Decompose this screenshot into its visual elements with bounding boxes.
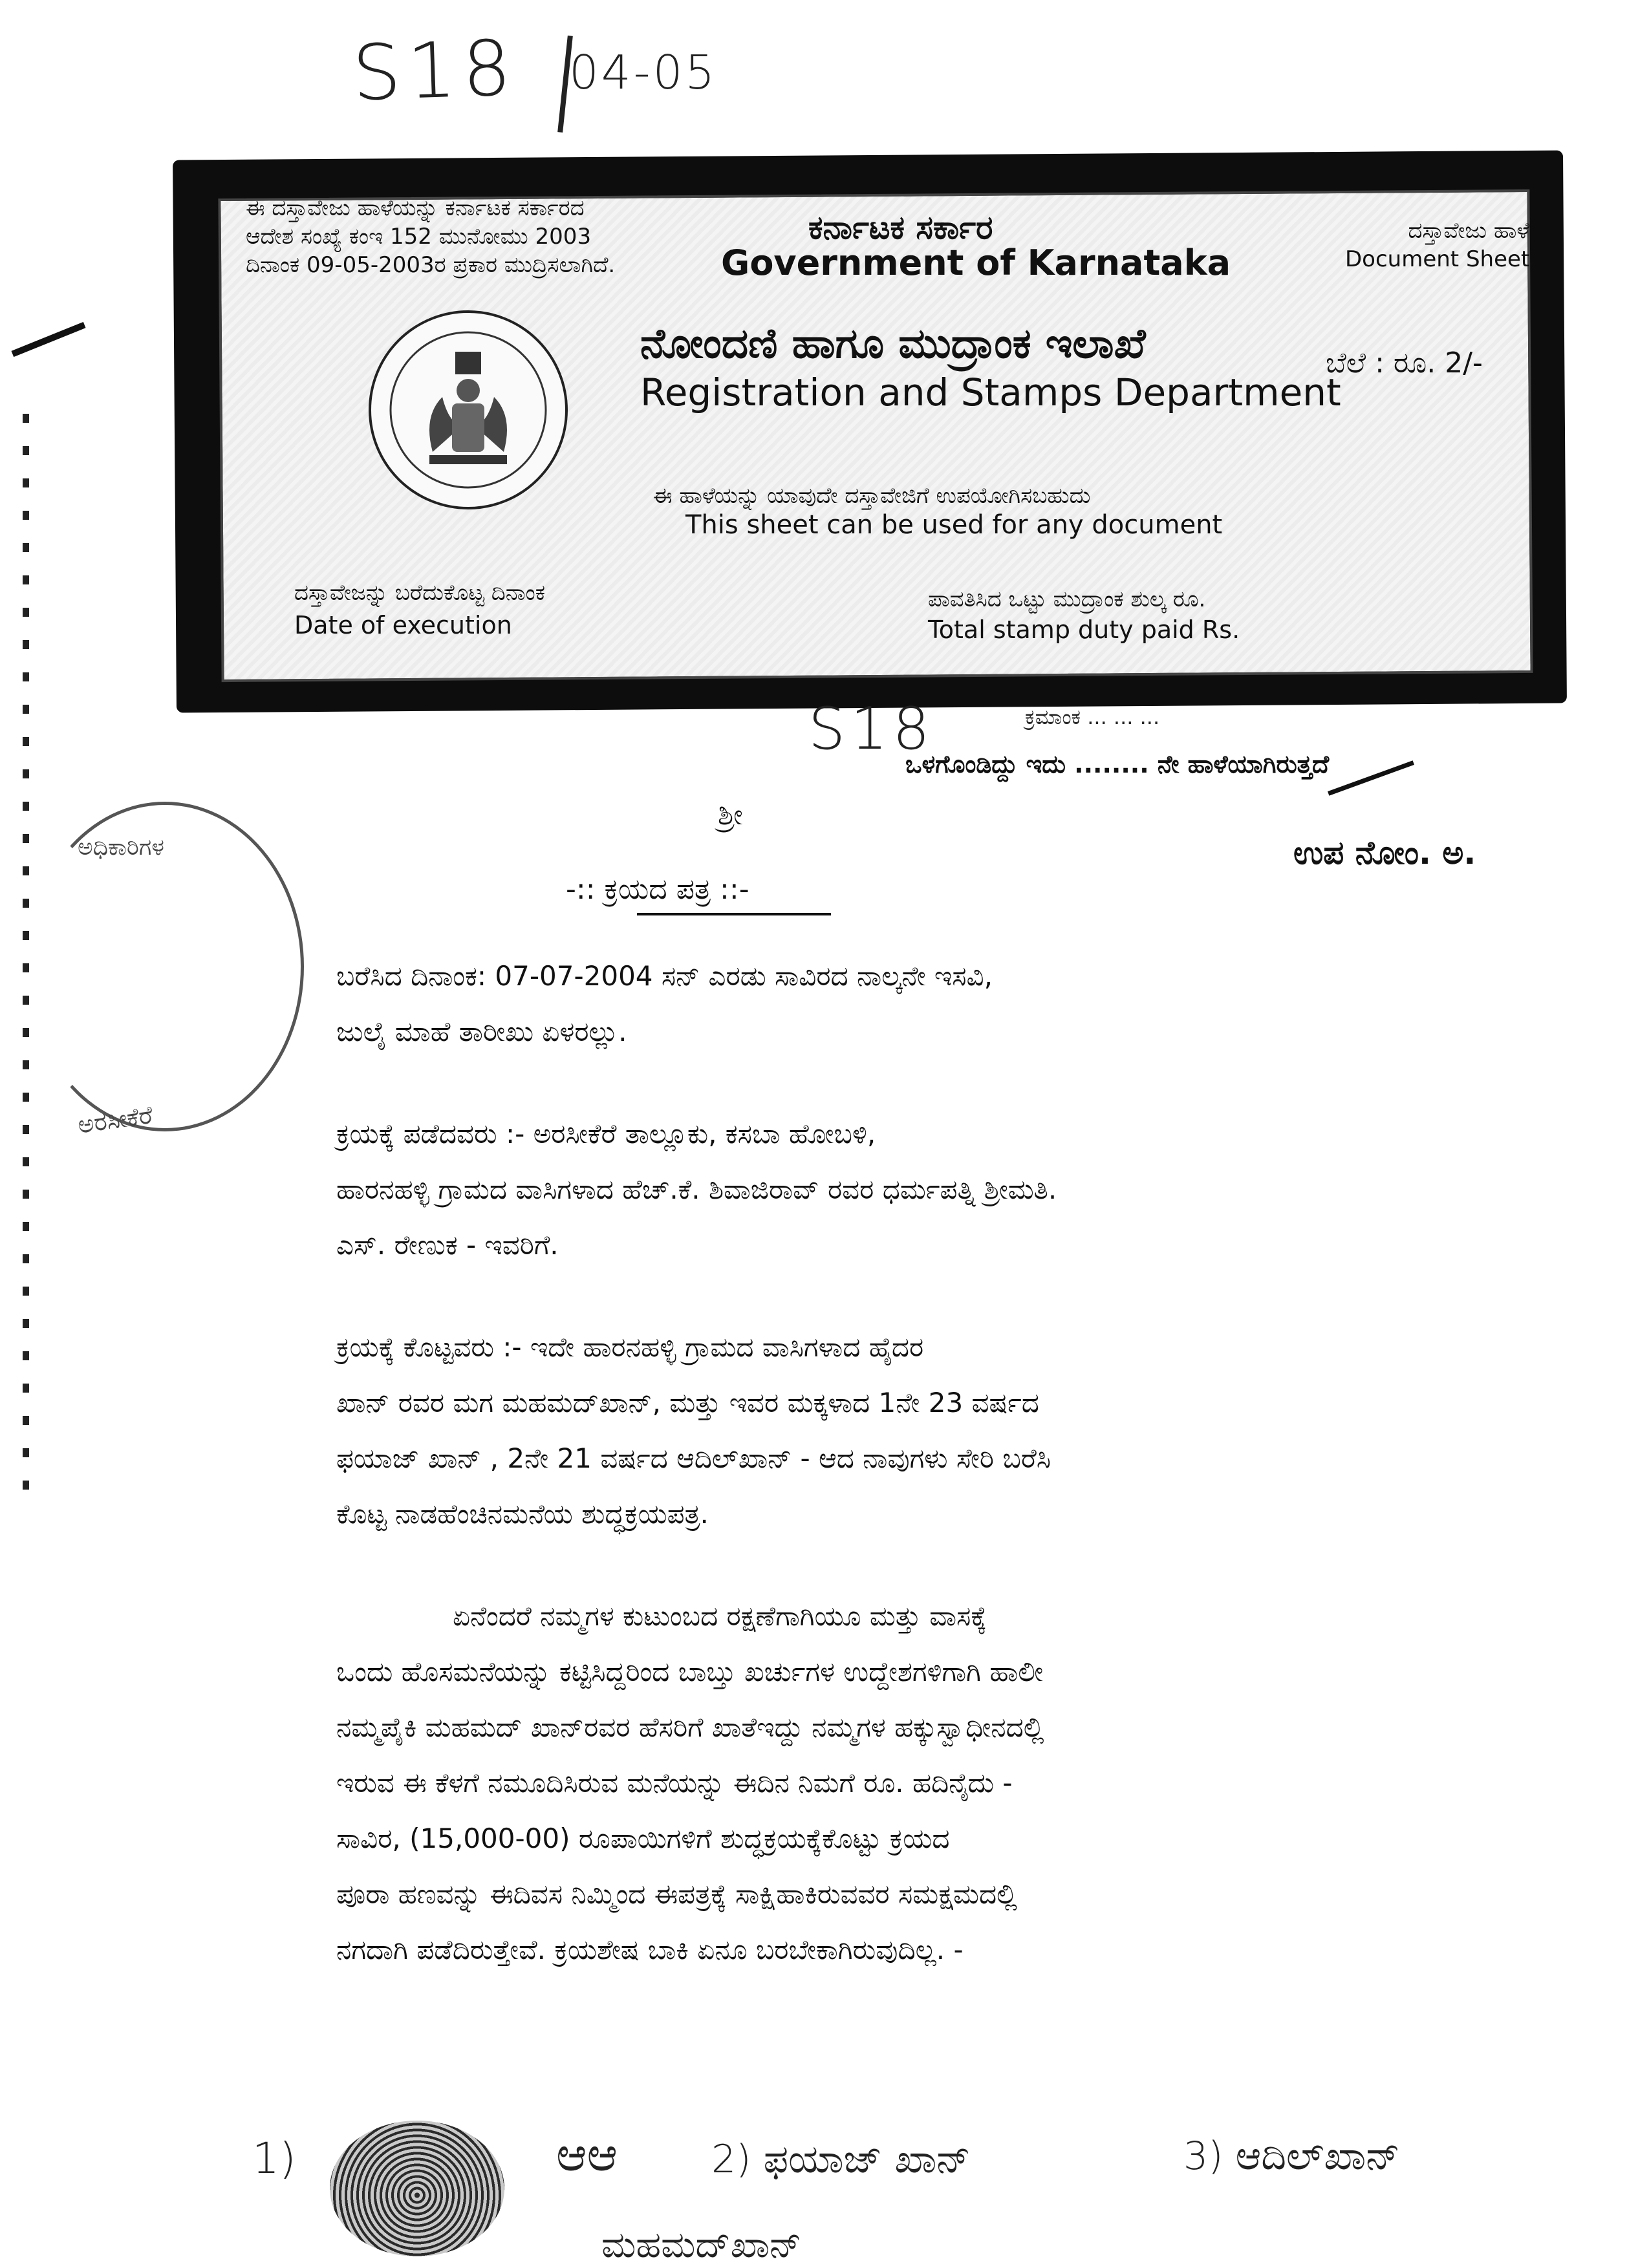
edge-mark — [23, 1287, 29, 1296]
government-name-kannada: ಕರ್ನಾಟಕ ಸರ್ಕಾರ — [808, 209, 993, 246]
edge-mark — [23, 543, 29, 552]
edge-mark — [23, 899, 29, 908]
deed-line: ನಗದಾಗಿ ಪಡೆದಿರುತ್ತೇವೆ. ಕ್ರಯಶೇಷ ಬಾಕಿ ಏನೂ ಬರಬೇಕಾಗಿರುವುದಿಲ್ಲ. - — [336, 1934, 964, 1965]
deed-body — [336, 960, 1436, 1989]
document-sheet-english: Document Sheet — [1345, 246, 1530, 272]
handwritten-reference-sub: 04-05 — [569, 45, 718, 100]
edge-mark — [23, 446, 29, 455]
margin-mark — [11, 322, 85, 357]
execution-date-label-english: Date of execution — [294, 611, 512, 639]
deed-line: ಏನೆಂದರೆ ನಮ್ಮಗಳ ಕುಟುಂಬದ ರಕ್ಷಣೆಗಾಗಿಯೂ ಮತ್ತು ವಾಸಕ್ಕೆ — [453, 1600, 987, 1632]
edge-mark — [23, 1060, 29, 1069]
edge-mark — [23, 1028, 29, 1037]
order-line: ದಿನಾಂಕ 09-05-2003ರ ಪ್ರಕಾರ ಮುದ್ರಿಸಲಾಗಿದೆ. — [246, 252, 616, 278]
deed-line — [336, 1071, 1436, 1091]
deed-line: ಕ್ರಯಕ್ಕೆ ಕೊಟ್ಟವರು :- ಇದೇ ಹಾರನಹಳ್ಳಿ ಗ್ರಾಮದ ವಾಸಿಗಳಾದ ಹೈದರ — [336, 1331, 924, 1363]
deed-line: ಜುಲೈ ಮಾಹೆ ತಾರೀಖು ಏಳರಲ್ಲು. — [336, 1016, 627, 1047]
signature-1: ಆಆ — [556, 2127, 618, 2181]
edge-mark — [23, 1125, 29, 1134]
emblem-icon — [371, 313, 565, 507]
edge-mark — [23, 511, 29, 520]
usage-note-kannada: ಈ ಹಾಳೆಯನ್ನು ಯಾವುದೇ ದಸ್ತಾವೇಜಿಗೆ ಉಪಯೋಗಿಸಬಹುದು — [653, 483, 1091, 509]
stamp-duty-label-english: Total stamp duty paid Rs. — [928, 615, 1240, 644]
edge-mark — [23, 672, 29, 681]
title-underline — [637, 913, 831, 915]
endorsement-mark — [1328, 760, 1414, 795]
order-line: ಈ ದಸ್ತಾವೇಜು ಹಾಳೆಯನ್ನು ಕರ್ನಾಟಕ ಸರ್ಕಾರದ — [246, 195, 585, 221]
edge-mark — [23, 1254, 29, 1263]
sheet-price: ಬೆಲೆ : ರೂ. 2/- — [1326, 347, 1483, 380]
round-stamp-text: ಅಧಿಕಾರಿಗಳ — [78, 834, 164, 861]
edge-mark — [23, 575, 29, 584]
edge-mark — [23, 1351, 29, 1360]
edge-mark — [23, 802, 29, 811]
edge-mark — [23, 1319, 29, 1328]
edge-mark — [23, 834, 29, 843]
edge-mark — [23, 1384, 29, 1393]
edge-mark — [23, 1190, 29, 1199]
edge-mark — [23, 1448, 29, 1457]
deed-line: ನಮ್ಮಪೈಕಿ ಮಹಮದ್ ಖಾನ್‌ರವರ ಹೆಸರಿಗೆ ಖಾತೆಇದ್ದು ನಮ್ಮಗಳ ಹಕ್ಕುಸ್ವಾಧೀನದಲ್ಲಿ — [336, 1711, 1044, 1743]
deed-line: ಬರೆಸಿದ ದಿನಾಂಕ: 07-07-2004 ಸನ್ ಎರಡು ಸಾವಿರದ ನಾಲ್ಕನೇ ಇಸವಿ, — [336, 960, 993, 992]
endorsement-number: S18 — [808, 695, 935, 763]
signatory-mark-1: 1) — [252, 2134, 296, 2183]
office-round-stamp — [26, 802, 304, 1131]
order-line: ಆದೇಶ ಸಂಖ್ಯೆ ಕಂಇ 152 ಮುನೋಮು 2003 — [246, 224, 592, 250]
edge-mark — [23, 705, 29, 714]
edge-mark — [23, 1222, 29, 1231]
deed-line: ಪೂರಾ ಹಣವನ್ನು ಈದಿವಸ ನಿಮ್ಮಿಂದ ಈಪತ್ರಕ್ಕೆ ಸಾಕ್ಷಿಹಾಕಿರುವವರ ಸಮಕ್ಷಮದಲ್ಲಿ — [336, 1878, 1017, 1910]
invocation: ಶ್ರೀ — [718, 798, 743, 831]
edge-mark — [23, 866, 29, 875]
deed-line: ಎಸ್. ರೇಣುಕ - ಇವರಿಗೆ. — [336, 1229, 559, 1261]
stamp-duty-label-kannada: ಪಾವತಿಸಿದ ಒಟ್ಟು ಮುದ್ರಾಂಕ ಶುಲ್ಕ ರೂ. — [928, 586, 1206, 612]
deed-line: ಖಾನ್ ರವರ ಮಗ ಮಹಮದ್‌ಖಾನ್, ಮತ್ತು ಇವರ ಮಕ್ಕಳಾದ 1ನೇ 23 ವರ್ಷದ — [336, 1387, 1039, 1418]
edge-mark — [23, 414, 29, 423]
edge-mark — [23, 769, 29, 778]
document-sheet-kannada: ದಸ್ತಾವೇಜು ಹಾಳೆ — [1408, 218, 1530, 244]
state-emblem-seal — [369, 310, 568, 509]
deed-line: ಕ್ರಯಕ್ಕೆ ಪಡೆದವರು :- ಅರಸೀಕೆರೆ ತಾಲ್ಲೂಕು, ಕಸಬಾ ಹೋಬಳಿ, — [336, 1118, 876, 1150]
endorsement-sheet-count: ಒಳಗೊಂಡಿದ್ದು ಇದು ........ ನೇ ಹಾಳೆಯಾಗಿರುತ್ತದೆ — [905, 750, 1330, 778]
edge-mark — [23, 737, 29, 746]
deed-line — [336, 1554, 1436, 1573]
signature-2: 2) ಫಯಾಜ್ ಖಾನ್ — [711, 2137, 971, 2182]
deed-line: ಫಯಾಜ್ ಖಾನ್ , 2ನೇ 21 ವರ್ಷದ ಆದಿಲ್‌ಖಾನ್ - ಆದ ನಾವುಗಳು ಸೇರಿ ಬರೆಸಿ — [336, 1442, 1051, 1474]
edge-mark — [23, 1157, 29, 1166]
deed-line: ಇರುವ ಈ ಕೆಳಗೆ ನಮೂದಿಸಿರುವ ಮನೆಯನ್ನು ಈದಿನ ನಿಮಗೆ ರೂ. ಹದಿನೈದು - — [336, 1767, 1013, 1799]
government-name-english: Government of Karnataka — [721, 242, 1231, 283]
signature-3: 3) ಆದಿಲ್‌ಖಾನ್ — [1183, 2134, 1400, 2179]
edge-mark — [23, 1481, 29, 1490]
deed-line: ಸಾವಿರ, (15,000-00) ರೂಪಾಯಿಗಳಿಗೆ ಶುದ್ಧಕ್ರಯಕ್ಕೆಕೊಟ್ಟು ಕ್ರಯದ — [336, 1823, 950, 1854]
round-stamp-place: ಅರಸೀಕೆರೆ — [76, 1100, 155, 1139]
deed-line: ಹಾರನಹಳ್ಳಿ ಗ್ರಾಮದ ವಾಸಿಗಳಾದ ಹೆಚ್.ಕೆ. ಶಿವಾಜಿರಾವ್ ರವರ ಧರ್ಮಪತ್ನಿ ಶ್ರೀಮತಿ. — [336, 1173, 1057, 1205]
handwritten-reference-number: S18 — [350, 23, 519, 118]
deed-line: ಕೊಟ್ಟ ನಾಡಹೆಂಚಿನಮನೆಯ ಶುದ್ಧಕ್ರಯಪತ್ರ. — [336, 1498, 709, 1530]
edge-mark — [23, 640, 29, 649]
sub-registrar-initials: ಉಪ ನೋಂ. ಅ. — [1293, 834, 1476, 872]
document-sheet-label — [1345, 217, 1529, 273]
signature-name: ಮಹಮದ್‌ಖಾನ್ — [601, 2224, 802, 2266]
deed-line — [336, 1285, 1436, 1304]
usage-note-english: This sheet can be used for any document — [685, 510, 1223, 540]
execution-date-label-kannada: ದಸ್ತಾವೇಜನ್ನು ಬರೆದುಕೊಟ್ಟ ದಿನಾಂಕ — [294, 580, 546, 606]
edge-mark — [23, 478, 29, 487]
government-order-note — [246, 194, 615, 279]
edge-mark — [23, 1416, 29, 1425]
department-name-english: Registration and Stamps Department — [640, 370, 1341, 414]
thumb-impression — [330, 2121, 504, 2256]
department-name-kannada: ನೋಂದಣಿ ಹಾಗೂ ಮುದ್ರಾಂಕ ಇಲಾಖೆ — [640, 320, 1146, 368]
deed-line: ಒಂದು ಹೊಸಮನೆಯನ್ನು ಕಟ್ಟಿಸಿದ್ದರಿಂದ ಬಾಬ್ತು ಖರ್ಚುಗಳ ಉದ್ದೇಶಗಳಿಗಾಗಿ ಹಾಲೀ — [336, 1656, 1044, 1687]
endorsement-line: ಕ್ರಮಾಂಕ ... ... ... — [1025, 705, 1160, 729]
edge-mark — [23, 608, 29, 617]
edge-mark — [23, 1093, 29, 1102]
deed-title: -:: ಕ್ರಯದ ಪತ್ರ ::- — [566, 873, 749, 906]
